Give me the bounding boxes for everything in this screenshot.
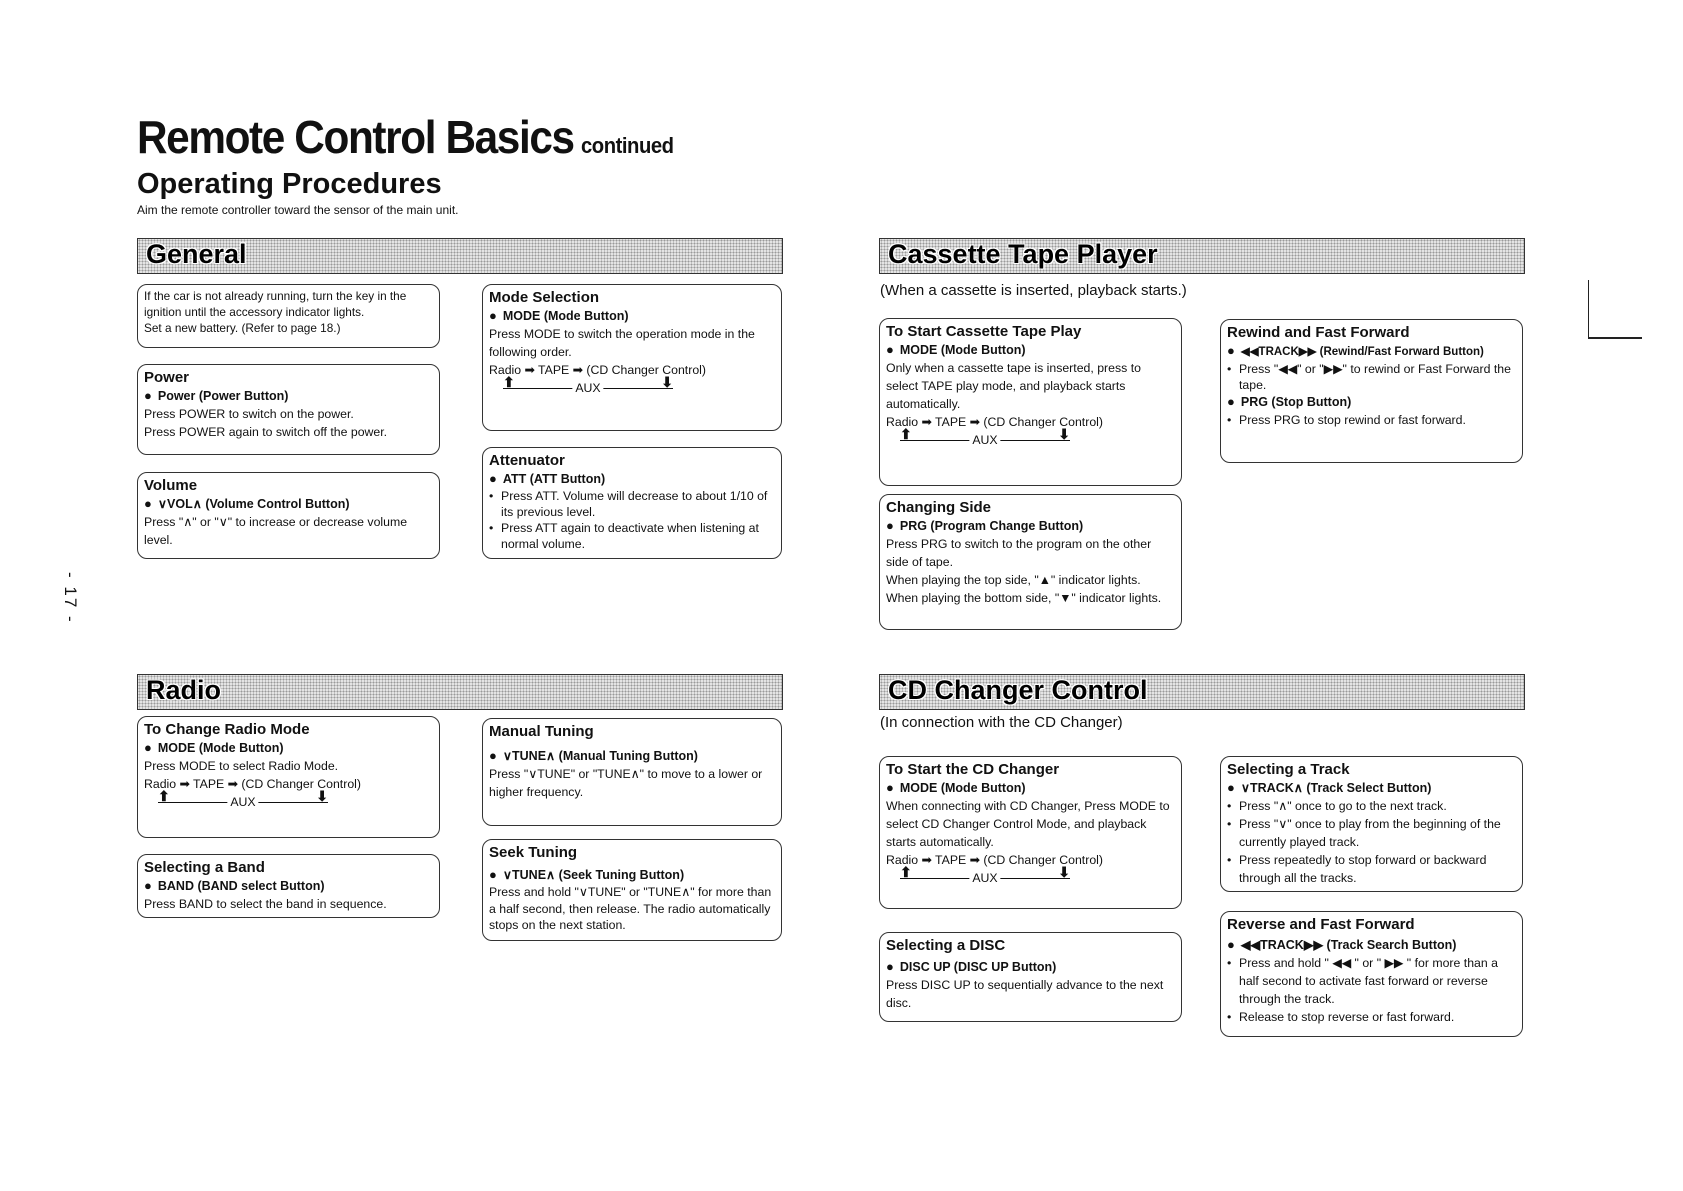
power-line: Press POWER again to switch off the power. (144, 425, 388, 439)
section-subtitle: Operating Procedures (137, 168, 442, 200)
track-bullet: • Press "∧" once to go to the next track. (1227, 797, 1517, 815)
att-button-label: ● ATT (ATT Button) (489, 470, 776, 488)
prg-button-label: ● PRG (Program Change Button) (886, 517, 1176, 535)
aux-loop (900, 864, 1070, 889)
attenuator-bullet: • Press ATT again to deactivate when listening at normal volume. (489, 520, 776, 552)
volume-line: Press "∧" or "∨" to increase or decrease volume level. (144, 515, 408, 547)
start-cassette-title: To Start Cassette Tape Play (886, 323, 1082, 340)
aux-label: AUX (969, 431, 1000, 449)
change-radio-mode-box (137, 716, 440, 838)
track-bullet: • Press repeatedly to stop forward or backward through all the tracks. (1227, 851, 1517, 887)
manual-tuning-text: Press "∨TUNE" or "TUNE∧" to move to a lower or higher frequency. (489, 767, 763, 799)
selecting-track-title: Selecting a Track (1227, 761, 1350, 778)
arrow-down-icon: ⬇ (1058, 864, 1070, 880)
mode-button-label: ● MODE (Mode Button) (886, 779, 1176, 797)
mode-flow: Radio ➡ TAPE ➡ (CD Changer Control) (886, 853, 1103, 867)
power-title: Power (144, 369, 190, 386)
cassette-banner (879, 238, 1525, 274)
track-button-label: ● ∨TRACK∧ (Track Select Button) (1227, 779, 1517, 797)
track-search-button-label: ● ◀◀TRACK▶▶ (Track Search Button) (1227, 936, 1517, 954)
selecting-band-title: Selecting a Band (144, 859, 265, 876)
attenuator-bullet: • Press ATT. Volume will decrease to about 1/10 of its previous level. (489, 488, 776, 520)
changing-side-line: When playing the bottom side, "▼" indicator lights. (886, 591, 1162, 605)
selecting-disc-text: Press DISC UP to sequentially advance to the next disc. (886, 978, 1164, 1010)
mode-flow: Radio ➡ TAPE ➡ (CD Changer Control) (886, 415, 1103, 429)
disc-up-button-label: ● DISC UP (DISC UP Button) (886, 958, 1176, 976)
general-banner-label: General (146, 239, 247, 269)
reverse-bullet: • Release to stop reverse or fast forward. (1227, 1008, 1517, 1026)
prg-button-label: ● PRG (Stop Button) (1227, 393, 1517, 411)
start-cd-title: To Start the CD Changer (886, 761, 1060, 778)
changing-side-line: Press PRG to switch to the program on the other side of tape. (886, 537, 1152, 569)
rewind-box (1220, 319, 1523, 463)
selecting-disc-box (879, 932, 1182, 1022)
power-button-label: ● Power (Power Button) (144, 387, 434, 405)
attenuator-box (482, 447, 782, 559)
intro-text: Aim the remote controller toward the sensor of the main unit. (137, 203, 459, 217)
seek-tuning-title: Seek Tuning (489, 844, 578, 861)
mode-button-label: ● MODE (Mode Button) (489, 307, 776, 325)
mode-selection-title: Mode Selection (489, 289, 600, 306)
mode-flow: Radio ➡ TAPE ➡ (CD Changer Control) (144, 777, 361, 791)
aux-label: AUX (227, 793, 258, 811)
general-intro-line: If the car is not already running, turn the key in the ignition until the accessory indicator lights. (144, 289, 407, 319)
power-box (137, 364, 440, 455)
arrow-up-icon: ⬆ (158, 788, 170, 804)
seek-tuning-text: Press and hold "∨TUNE" or "TUNE∧" for more than a half second, then release. The radio automatically stops on the next station. (489, 885, 772, 932)
changing-side-line: When playing the top side, "▲" indicator lights. (886, 573, 1141, 587)
start-cassette-text: Only when a cassette tape is inserted, press to select TAPE play mode, and playback starts automatically. (886, 361, 1141, 411)
selecting-track-box (1220, 756, 1523, 892)
change-radio-mode-text: Press MODE to select Radio Mode. (144, 759, 339, 773)
track-button-label: ● ◀◀TRACK▶▶ (Rewind/Fast Forward Button) (1227, 342, 1517, 361)
aux-label: AUX (969, 869, 1000, 887)
attenuator-title: Attenuator (489, 452, 565, 469)
general-intro-box (137, 284, 440, 348)
selecting-band-text: Press BAND to select the band in sequence. (144, 897, 387, 911)
arrow-up-icon: ⬆ (503, 374, 515, 390)
cd-note: (In connection with the CD Changer) (880, 714, 1123, 731)
volume-box (137, 472, 440, 559)
reverse-box (1220, 911, 1523, 1037)
cassette-note: (When a cassette is inserted, playback starts.) (880, 282, 1187, 299)
start-cassette-box (879, 318, 1182, 486)
aux-loop (158, 788, 328, 813)
changing-side-title: Changing Side (886, 499, 991, 516)
page-title (137, 110, 674, 164)
reverse-bullet: • Press and hold " ◀◀ " or " ▶▶ " for more than a half second to activate fast forward or reverse through the track. (1227, 954, 1517, 1008)
arrow-down-icon: ⬇ (661, 374, 673, 390)
cd-banner-label: CD Changer Control (888, 675, 1148, 705)
mode-button-label: ● MODE (Mode Button) (886, 341, 1176, 359)
power-line: Press POWER to switch on the power. (144, 407, 354, 421)
cassette-banner-label: Cassette Tape Player (888, 239, 1158, 269)
selecting-disc-title: Selecting a DISC (886, 937, 1006, 954)
radio-banner (137, 674, 783, 710)
track-bullet: • Press "∨" once to play from the beginning of the currently played track. (1227, 815, 1517, 851)
volume-button-label: ● ∨VOL∧ (Volume Control Button) (144, 495, 434, 513)
selecting-band-box (137, 854, 440, 918)
mode-selection-text: Press MODE to switch the operation mode in the following order. (489, 327, 755, 359)
changing-side-box (879, 494, 1182, 630)
change-radio-mode-title: To Change Radio Mode (144, 721, 310, 738)
arrow-down-icon: ⬇ (1058, 426, 1070, 442)
mode-selection-box (482, 284, 782, 431)
page-number: - 17 - (61, 572, 80, 624)
aux-loop (503, 374, 673, 399)
arrow-down-icon: ⬇ (316, 788, 328, 804)
rewind-bullet: • Press PRG to stop rewind or fast forward. (1227, 411, 1517, 429)
general-banner (137, 238, 783, 274)
arrow-up-icon: ⬆ (900, 864, 912, 880)
arrow-up-icon: ⬆ (900, 426, 912, 442)
aux-loop (900, 426, 1070, 451)
radio-banner-label: Radio (146, 675, 222, 705)
aux-label: AUX (572, 379, 603, 397)
mode-button-label: ● MODE (Mode Button) (144, 739, 434, 757)
reverse-title: Reverse and Fast Forward (1227, 916, 1415, 933)
general-intro-line: Set a new battery. (Refer to page 18.) (144, 321, 341, 335)
cd-banner (879, 674, 1525, 710)
seek-tuning-box (482, 839, 782, 941)
crop-mark (1588, 280, 1642, 339)
mode-flow: Radio ➡ TAPE ➡ (CD Changer Control) (489, 363, 706, 377)
title-text: Remote Control Basics (137, 111, 574, 163)
rewind-bullet: • Press "◀◀" or "▶▶" to rewind or Fast Forward the tape. (1227, 361, 1517, 393)
rewind-title: Rewind and Fast Forward (1227, 324, 1410, 341)
manual-tuning-box (482, 718, 782, 826)
start-cd-text: When connecting with CD Changer, Press MODE to select CD Changer Control Mode, and playback starts automatically. (886, 799, 1170, 849)
tune-button-label: ● ∨TUNE∧ (Seek Tuning Button) (489, 866, 776, 884)
start-cd-box (879, 756, 1182, 909)
band-button-label: ● BAND (BAND select Button) (144, 877, 434, 895)
manual-tuning-title: Manual Tuning (489, 723, 594, 740)
tune-button-label: ● ∨TUNE∧ (Manual Tuning Button) (489, 747, 776, 765)
volume-title: Volume (144, 477, 198, 494)
continued-label: continued (581, 133, 674, 158)
